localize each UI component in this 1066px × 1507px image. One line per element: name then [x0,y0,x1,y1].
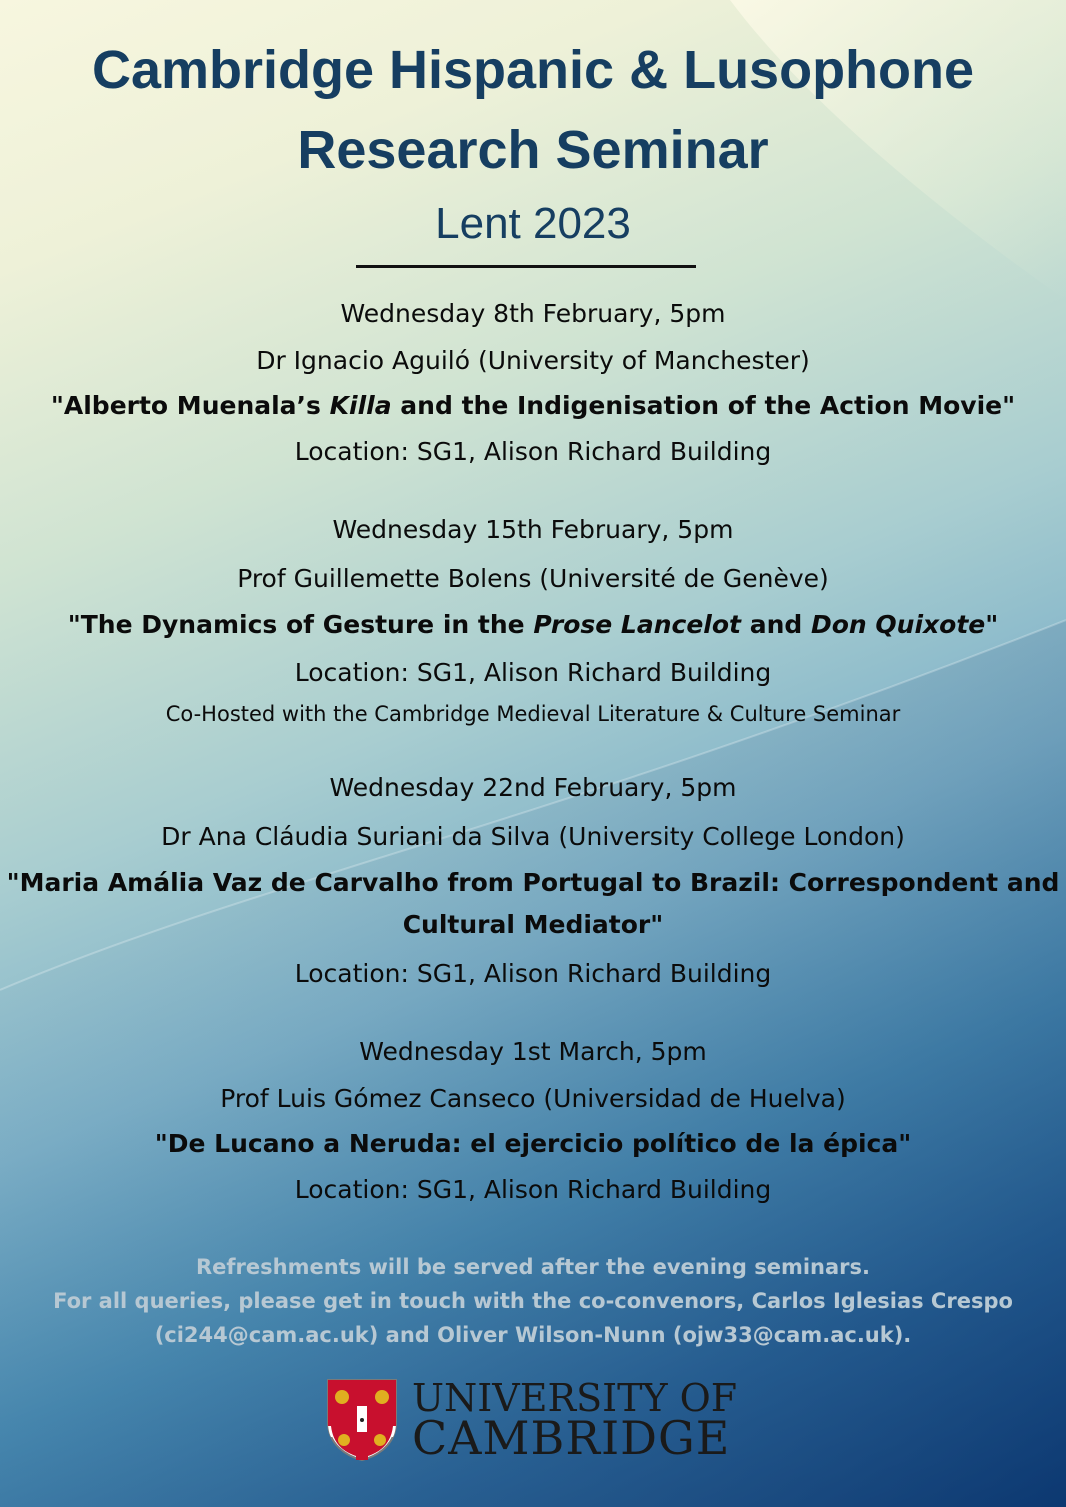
event-title-line1: "Maria Amália Vaz de Carvalho from Portugal to Brazil: Correspondent and [6,868,1060,897]
footer-contact-line1: For all queries, please get in touch with the co-convenors, Carlos Iglesias Crespo [53,1289,1013,1313]
footer-contact-line2: (ci244@cam.ac.uk) and Oliver Wilson-Nunn (ojw33@cam.ac.uk). [154,1323,912,1347]
event-speaker: Prof Guillemette Bolens (Université de Genève) [237,564,829,593]
event-location: Location: SG1, Alison Richard Building [294,437,772,466]
event-date: Wednesday 8th February, 5pm [340,299,726,328]
event-speaker: Prof Luis Gómez Canseco (Universidad de Huelva) [220,1084,846,1113]
event-title-line2: Cultural Mediator" [402,910,664,939]
wordmark-line2: CAMBRIDGE [412,1411,731,1465]
divider [356,265,696,268]
event-location: Location: SG1, Alison Richard Building [294,1175,772,1204]
footer-refreshments: Refreshments will be served after the evening seminars. [196,1255,870,1279]
event-date: Wednesday 22nd February, 5pm [329,773,737,802]
event-note: Co-Hosted with the Cambridge Medieval Literature & Culture Seminar [165,702,901,726]
event-title: "Alberto Muenala’s Killa and the Indigenisation of the Action Movie" [50,391,1016,420]
event-date: Wednesday 1st March, 5pm [359,1037,707,1066]
event-speaker: Dr Ana Cláudia Suriani da Silva (University College London) [161,822,905,851]
event-location: Location: SG1, Alison Richard Building [294,658,772,687]
poster-title-line1: Cambridge Hispanic & Lusophone [91,40,975,100]
university-crest-icon [326,1378,398,1462]
event-location: Location: SG1, Alison Richard Building [294,959,772,988]
event-title: "The Dynamics of Gesture in the Prose Lancelot and Don Quixote" [67,610,999,639]
wordmark-line1: UNIVERSITY OF [412,1376,738,1420]
university-wordmark [412,1376,738,1465]
poster-title-line2: Research Seminar [297,120,769,180]
university-logo [326,1378,746,1464]
event-title: "De Lucano a Neruda: el ejercicio político de la épica" [154,1129,912,1158]
term-label: Lent 2023 [435,199,631,248]
event-date: Wednesday 15th February, 5pm [332,515,734,544]
event-speaker: Dr Ignacio Aguiló (University of Manchester) [256,346,810,375]
